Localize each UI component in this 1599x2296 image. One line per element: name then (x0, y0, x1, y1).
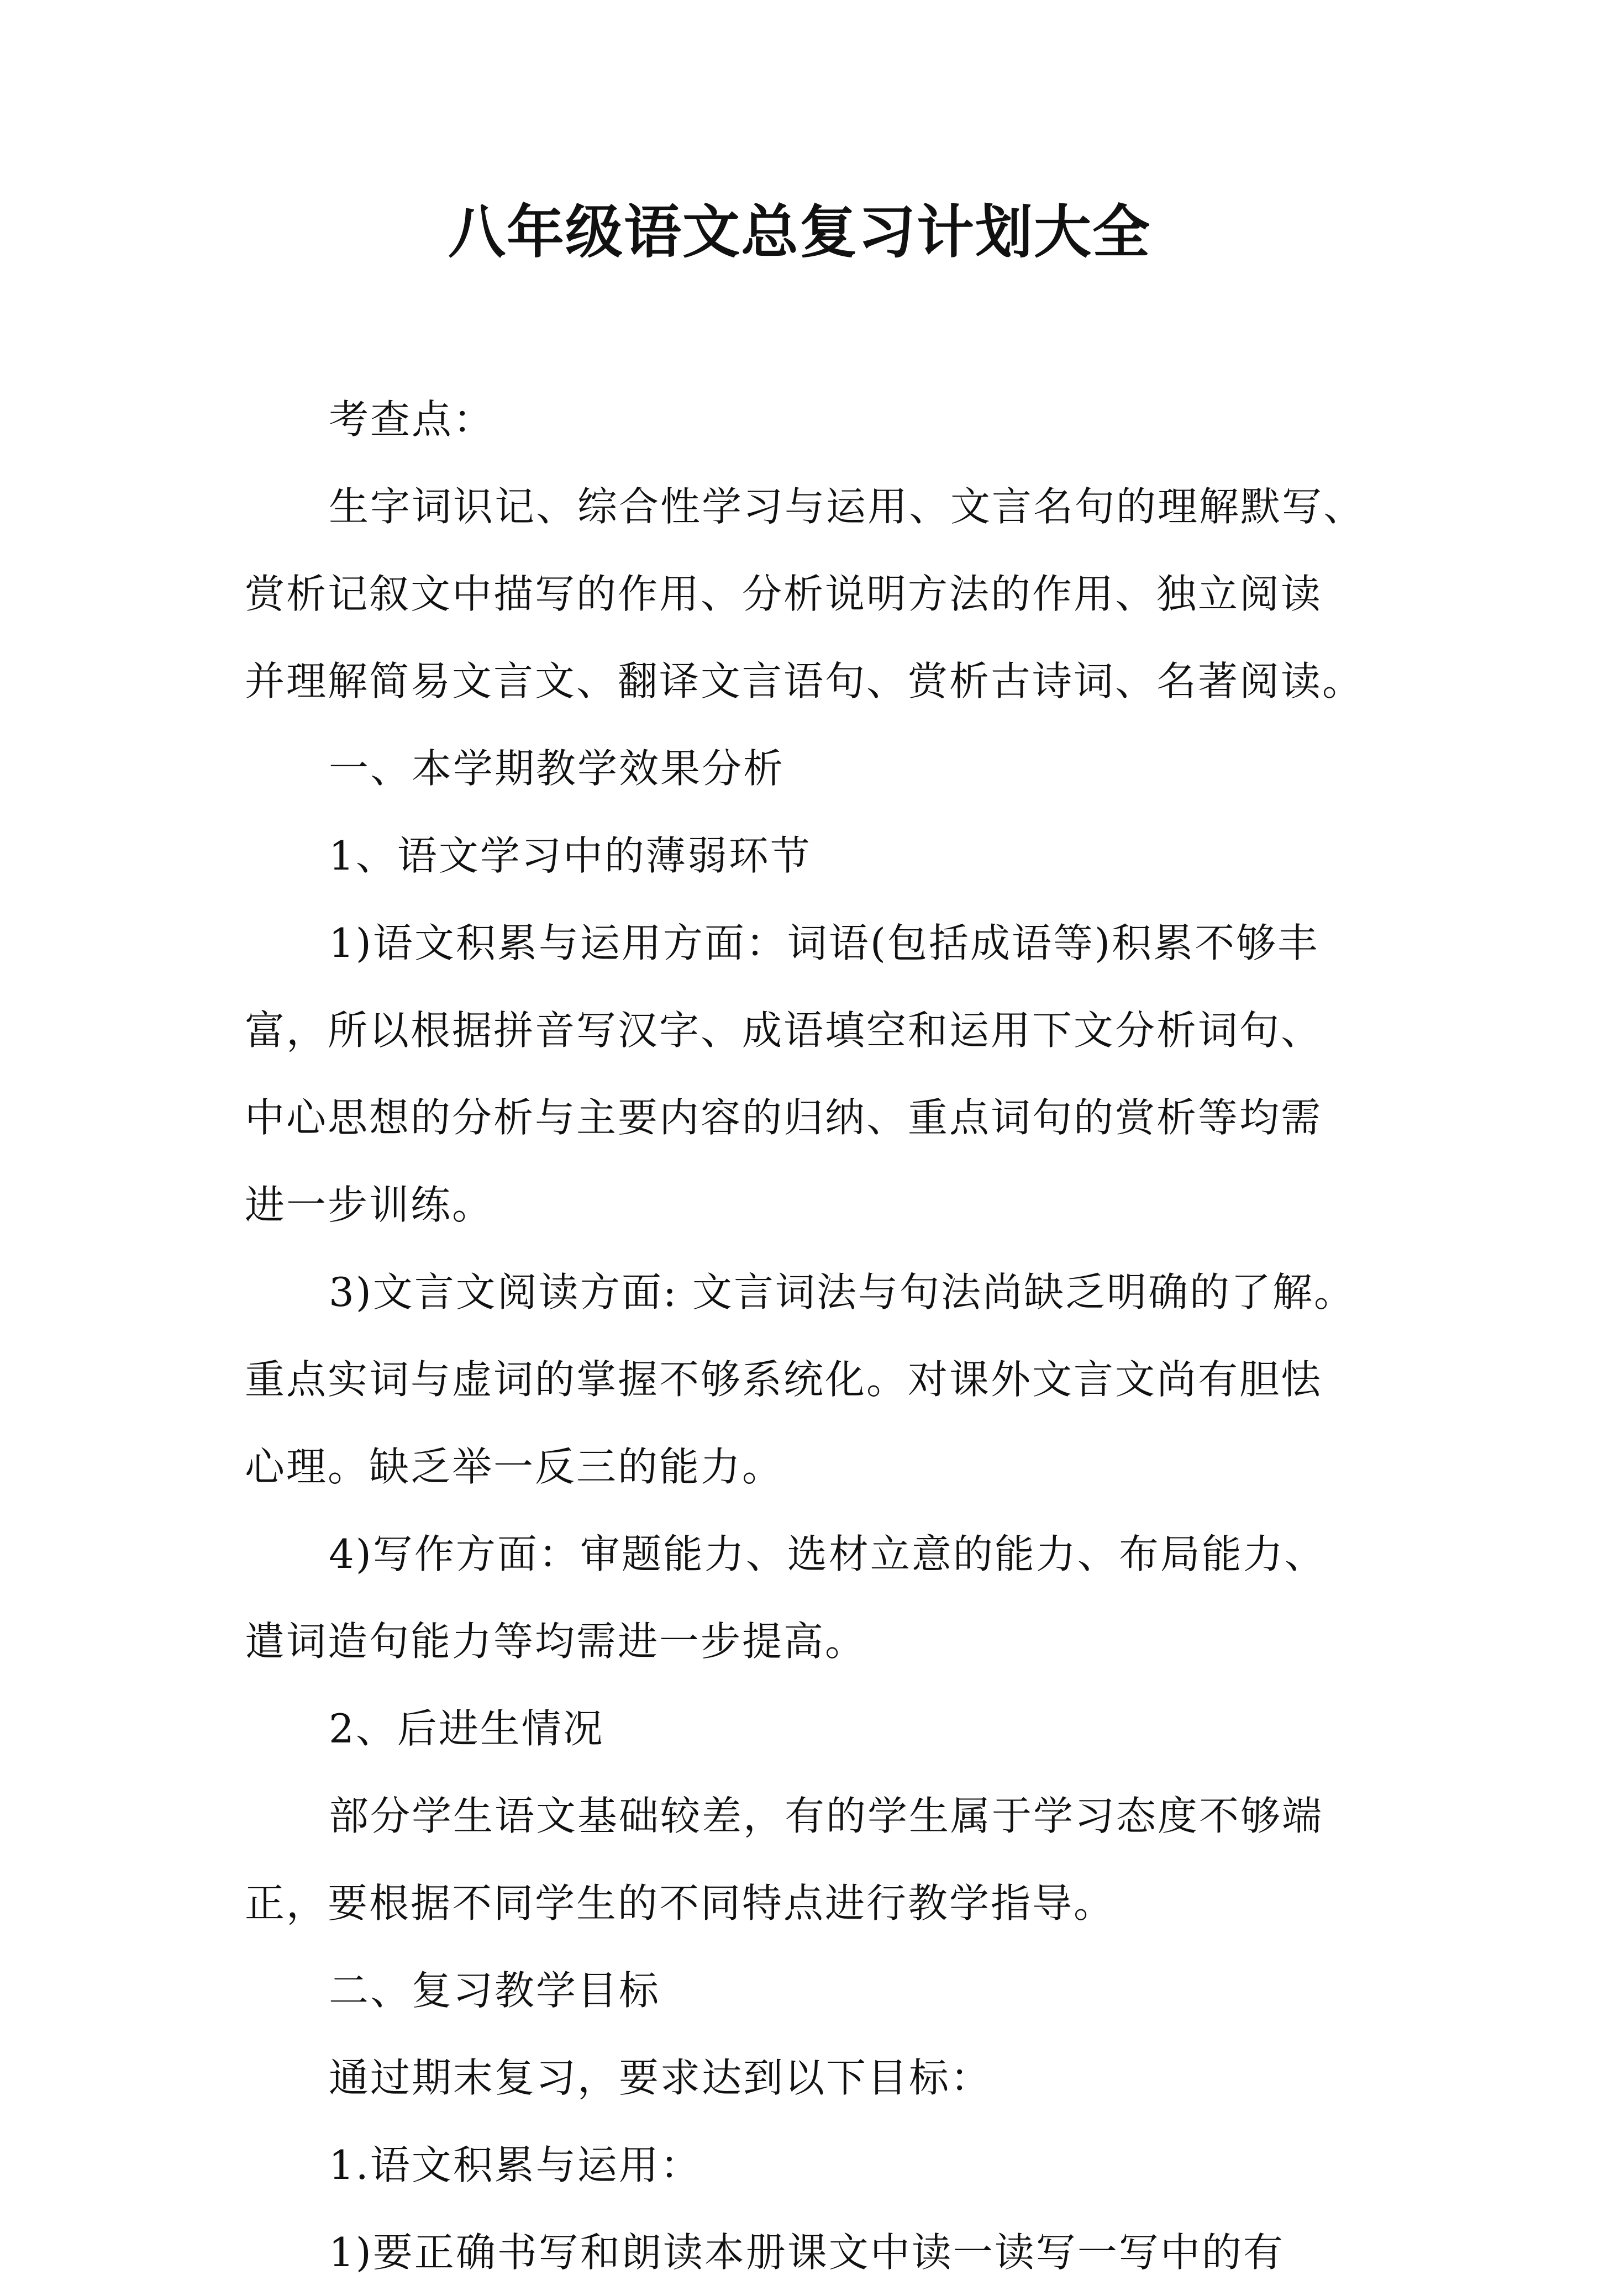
paragraph-line: 重点实词与虚词的掌握不够系统化。对课外文言文尚有胆怯 (245, 1356, 1323, 1403)
paragraph-line: 1)语文积累与运用方面：词语(包括成语等)积累不够丰 (329, 920, 1319, 966)
paragraph-line: 遣词造句能力等均需进一步提高。 (245, 1618, 867, 1665)
paragraph-line: 并理解简易文言文、翻译文言语句、赏析古诗词、名著阅读。 (245, 658, 1364, 704)
section-heading: 一、本学期教学效果分析 (329, 745, 785, 792)
subsection-heading: 1、语文学习中的薄弱环节 (329, 833, 812, 879)
paragraph-line: 4)写作方面：审题能力、选材立意的能力、布局能力、 (329, 1531, 1326, 1577)
paragraph-line: 部分学生语文基础较差，有的学生属于学习态度不够端 (329, 1793, 1324, 1839)
paragraph-line: 中心思想的分析与主要内容的归纳、重点词句的赏析等均需 (245, 1094, 1323, 1141)
paragraph-line: 生字词识记、综合性学习与运用、文言名句的理解默写、 (329, 483, 1365, 530)
paragraph-line: 心理。缺乏举一反三的能力。 (245, 1444, 784, 1490)
paragraph-line: 进一步训练。 (245, 1182, 494, 1228)
paragraph-line: 3)文言文阅读方面: 文言词法与句法尚缺乏明确的了解。 (329, 1269, 1356, 1315)
paragraph-line: 赏析记叙文中描写的作用、分析说明方法的作用、独立阅读 (245, 571, 1323, 617)
section-heading: 二、复习教学目标 (329, 1967, 661, 2014)
paragraph-line: 通过期末复习，要求达到以下目标： (329, 2055, 992, 2101)
paragraph-line: 1)要正确书写和朗读本册课文中读一读写一写中的有 (329, 2229, 1285, 2276)
document-body (245, 376, 1377, 2296)
paragraph-line: 富，所以根据拼音写汉字、成语填空和运用下文分析词句、 (245, 1007, 1323, 1054)
subsection-heading: 2、后进生情况 (329, 1705, 604, 1752)
document-title: 八年级语文总复习计划大全 (448, 198, 1151, 266)
paragraph-line: 考查点： (329, 396, 495, 443)
paragraph-line: 正，要根据不同学生的不同特点进行教学指导。 (245, 1880, 1116, 1926)
subsection-heading: 1.语文积累与运用： (329, 2142, 702, 2188)
